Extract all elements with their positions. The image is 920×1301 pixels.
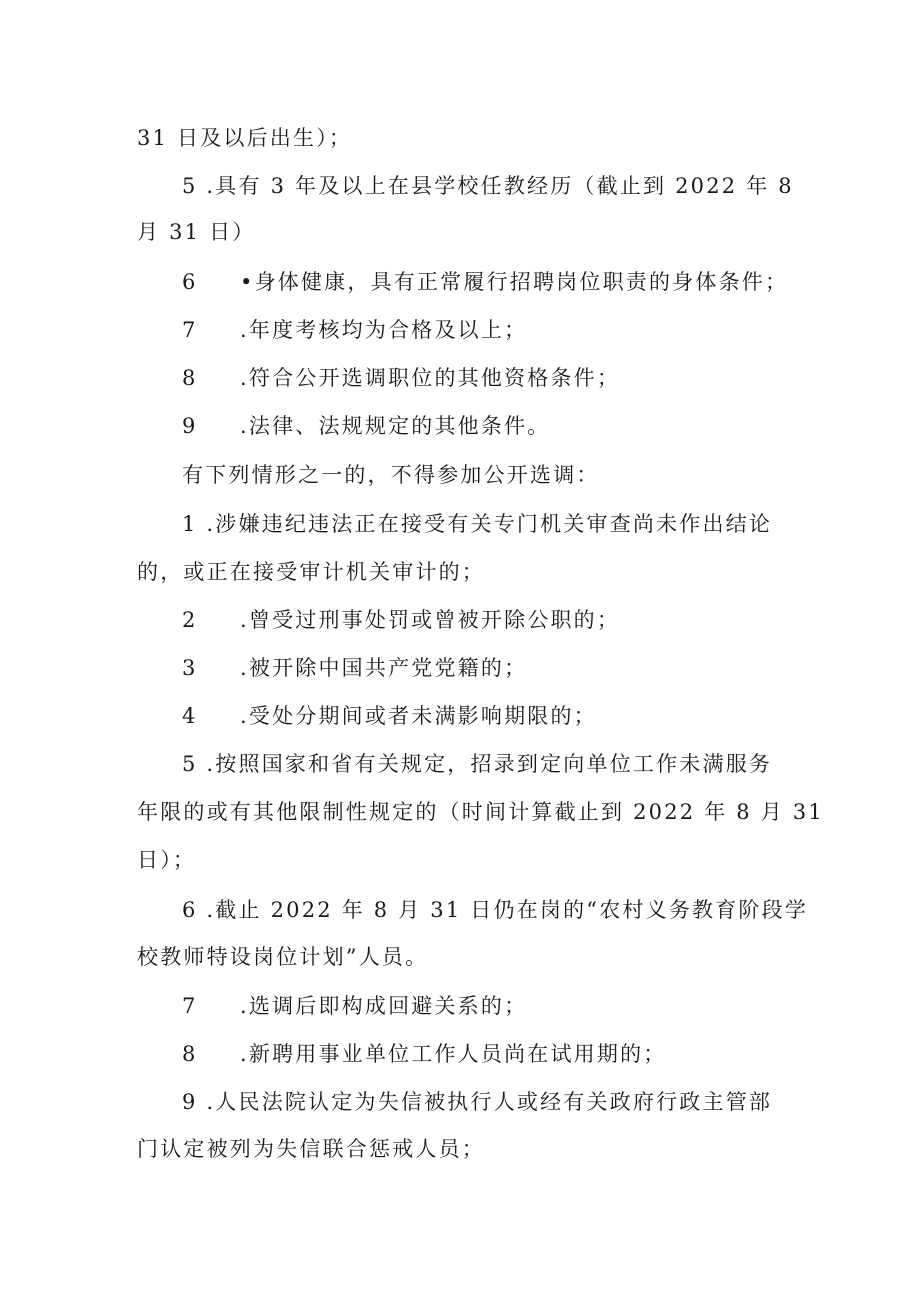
text-line-continuation: 日）； xyxy=(137,848,197,872)
exclusion-item-3 xyxy=(182,654,527,682)
item-text: .法律、法规规定的其他条件。 xyxy=(240,414,551,438)
requirement-item-8 xyxy=(182,364,620,392)
item-number: 7 xyxy=(182,994,198,1018)
item-text: .新聘用事业单位工作人员尚在试用期的； xyxy=(240,1042,667,1066)
requirement-item-5: 5 .具有 3 年及以上在县学校任教经历（截止到 2022 年 8 xyxy=(182,174,794,198)
item-number: 9 xyxy=(182,414,198,438)
exclusion-item-2 xyxy=(182,606,620,634)
item-number: 2 xyxy=(182,608,198,632)
exclusion-item-8 xyxy=(182,1040,666,1068)
exclusion-item-4 xyxy=(182,702,597,730)
text-line-continuation: 门认定被列为失信联合惩戒人员； xyxy=(137,1137,485,1161)
text-line-continuation: 31 日及以后出生）； xyxy=(137,126,353,150)
requirement-item-9 xyxy=(182,412,550,440)
text-line-continuation: 校教师特设岗位计划”人员。 xyxy=(137,945,429,969)
item-text: .符合公开选调职位的其他资格条件； xyxy=(240,366,621,390)
exclusion-item-6: 6 .截止 2022 年 8 月 31 日仍在岗的“农村义务教育阶段学 xyxy=(182,898,809,922)
text-line-continuation: 月 31 日） xyxy=(137,220,256,244)
exclusion-item-7 xyxy=(182,992,527,1020)
item-number: 8 xyxy=(182,1042,198,1066)
item-text: .受处分期间或者未满影响期限的； xyxy=(240,704,597,728)
item-text: .被开除中国共产党党籍的； xyxy=(240,656,528,680)
item-text: .曾受过刑事处罚或曾被开除公职的； xyxy=(240,608,621,632)
requirement-item-7 xyxy=(182,316,527,344)
text-line-continuation: 的，或正在接受审计机关审计的； xyxy=(137,560,485,584)
item-text: .年度考核均为合格及以上； xyxy=(240,318,528,342)
item-number: 4 xyxy=(182,704,198,728)
exclusion-item-9: 9 .人民法院认定为失信被执行人或经有关政府行政主管部 xyxy=(182,1090,773,1114)
exclusion-heading: 有下列情形之一的，不得参加公开选调： xyxy=(182,463,600,487)
item-number: 8 xyxy=(182,366,198,390)
item-text: .选调后即构成回避关系的； xyxy=(240,994,528,1018)
requirement-item-6 xyxy=(182,268,788,296)
exclusion-item-1: 1 .涉嫌违纪违法正在接受有关专门机关审查尚未作出结论 xyxy=(182,512,773,536)
item-text: •身体健康，具有正常履行招聘岗位职责的身体条件； xyxy=(240,270,789,294)
item-number: 3 xyxy=(182,656,198,680)
text-line-continuation: 年限的或有其他限制性规定的（时间计算截止到 2022 年 8 月 31 xyxy=(137,800,824,824)
item-number: 7 xyxy=(182,318,198,342)
exclusion-item-5: 5 .按照国家和省有关规定，招录到定向单位工作未满服务 xyxy=(182,752,773,776)
item-number: 6 xyxy=(182,270,198,294)
